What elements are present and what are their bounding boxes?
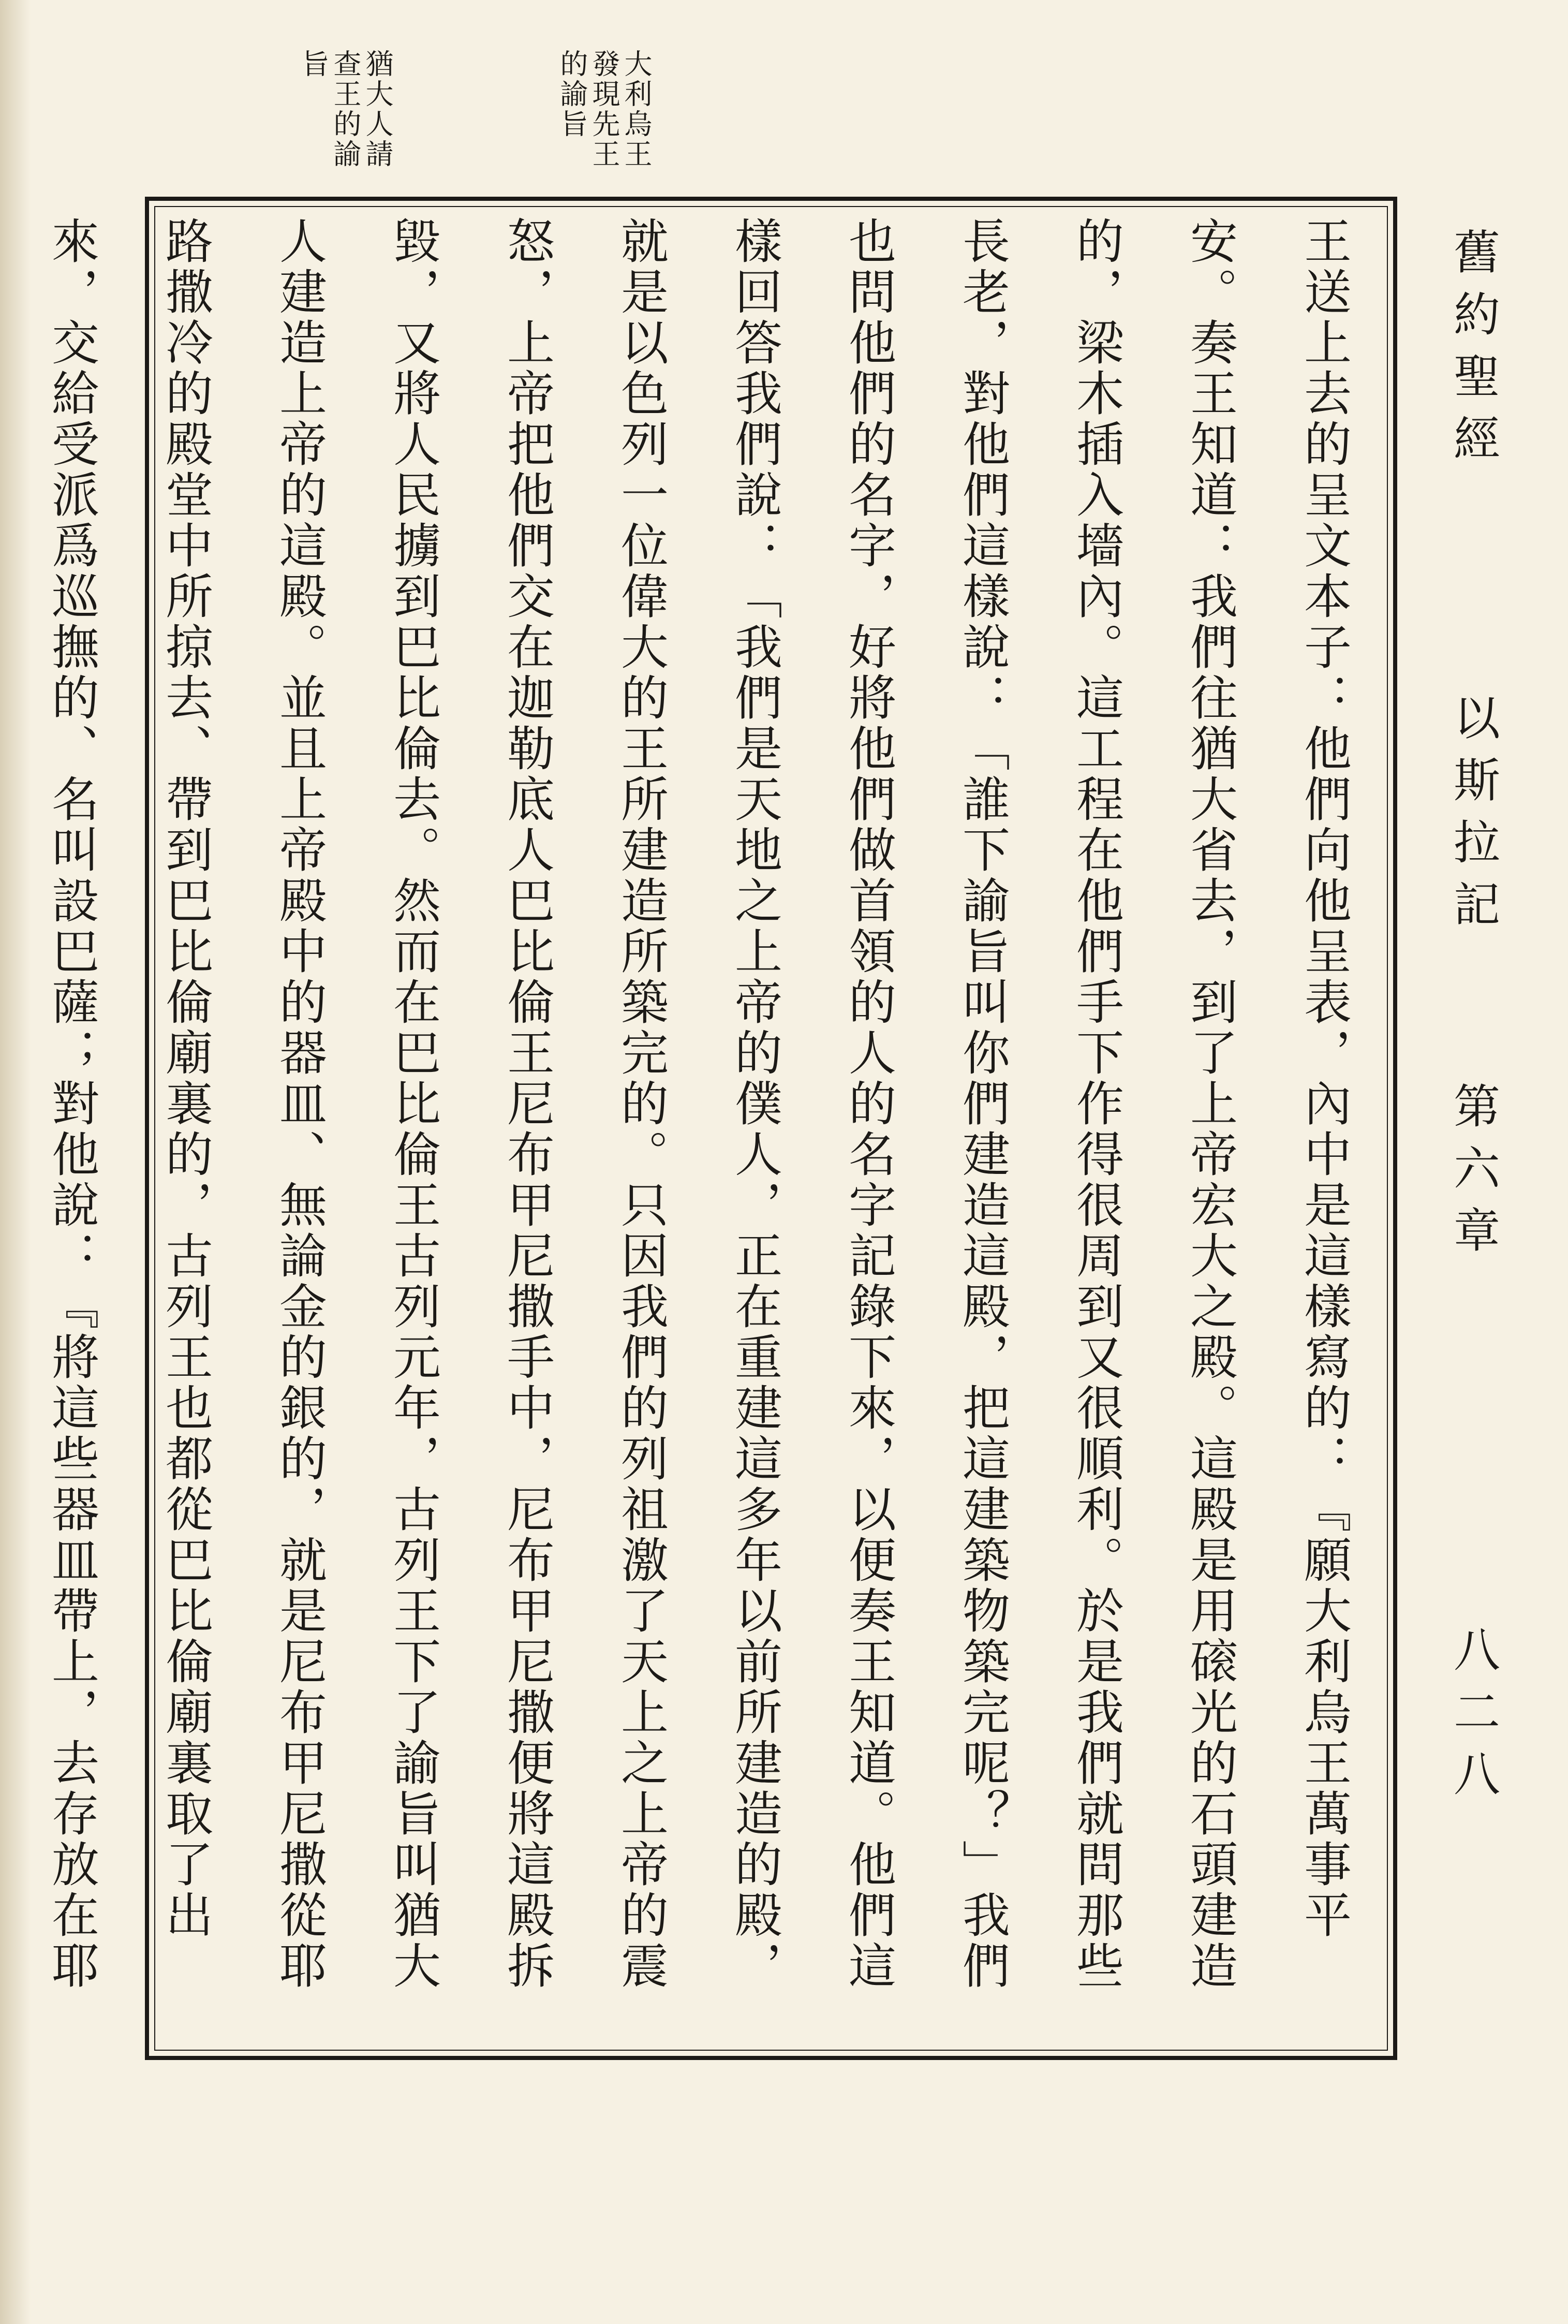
- section-title: 以斯拉記: [1445, 694, 1500, 942]
- book-title: 舊約聖經: [1445, 228, 1500, 476]
- page-number: 八二八: [1445, 1625, 1500, 1812]
- chapter-label: 第六章: [1445, 1082, 1500, 1268]
- text-frame: [44, 197, 1397, 2060]
- running-header: [1423, 228, 1516, 1998]
- margin-note-jews-request-search: 猶大人請查王的諭旨: [297, 49, 394, 169]
- paragraph-chapter-5-end: 王送上去的呈文本子：他們向他呈表，內中是這樣寫的：『願大利烏王萬事平安。奏王知道：我們往猶大省去，到了上帝宏大之殿。這殿是用磙光的石頭建造的，梁木插入墻內。這工程在他們手下作得很周到又很順利。於是我們就問那些長老，對他們這樣說：「誰下諭旨叫你們建造這殿，把這建築物築完呢？」我們也問他們的名字，好將他們做首領的人的名字記錄下來，以便奏王知道。他們這樣回答我們說：「我們是天地之上帝的僕人，正在重建這多年以前所建造的殿，就是以色列一位偉大的王所建造所築完的。只因我們的列祖激了天上之上帝的震怒，上帝把他們交在迦勒底人巴比倫王尼布甲尼撒手中，尼布甲尼撒便將這殿拆毀，又將人民擄到巴比倫去。然而在巴比倫王古列元年，古列王下了諭旨叫猶大人建造上帝的這殿。並且上帝殿中的器皿、無論金的銀的，就是尼布甲尼撒從耶路撒冷的殿堂中所掠去、帶到巴比倫廟裏的，古列王也都從巴比倫廟裏取了出來，交給受派爲巡撫的、名叫設巴薩；對他說：『將這些器皿帶上，去存放在耶: [44, 216, 1352, 1992]
- scripture-text: [44, 216, 1381, 2038]
- margin-notes: [228, 49, 652, 189]
- margin-note-king-finds-decree: 大利烏王發現先王的諭旨: [556, 49, 653, 169]
